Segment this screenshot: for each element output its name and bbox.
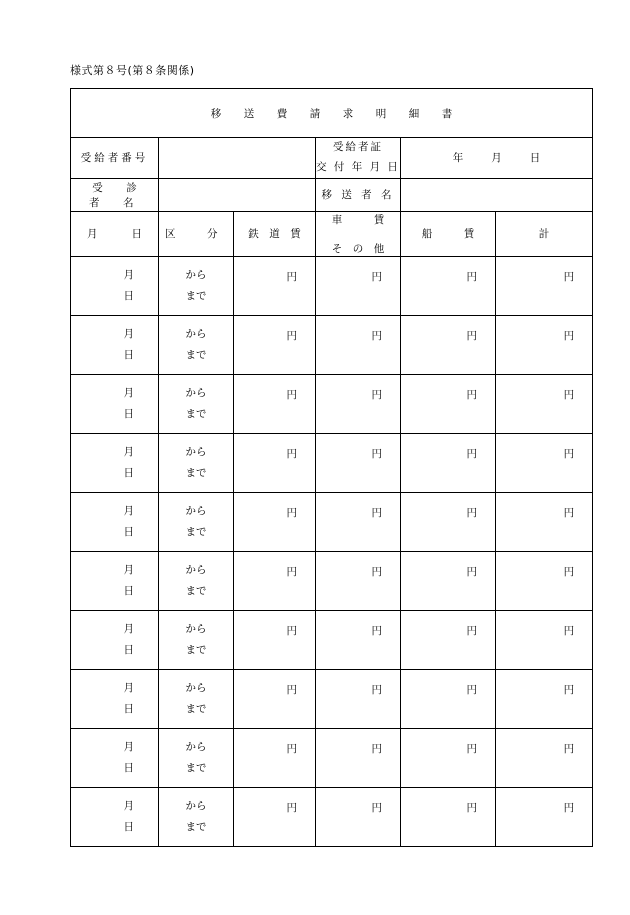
column-header-car-fare-sub: そ の 他 <box>331 242 385 255</box>
row-car-fare-cell[interactable] <box>316 728 401 787</box>
row-date-cell[interactable] <box>71 728 159 787</box>
title-row <box>71 89 593 138</box>
row-to-label: まで <box>185 407 207 420</box>
yen-unit: 円 <box>371 330 382 343</box>
yen-unit: 円 <box>466 271 477 284</box>
row-total-cell[interactable] <box>496 492 593 551</box>
table-row <box>71 728 593 787</box>
row-day-unit: 日 <box>123 289 134 302</box>
year-unit: 年 <box>452 152 464 165</box>
row-month-unit: 月 <box>123 445 134 458</box>
recipient-cert-text: 受給者証 <box>333 141 383 153</box>
row-month-unit: 月 <box>123 504 134 517</box>
patient-name-value[interactable] <box>159 178 316 211</box>
expense-detail-form <box>70 88 593 847</box>
yen-unit: 円 <box>563 330 575 343</box>
row-section-cell[interactable] <box>159 374 234 433</box>
row-to-label: まで <box>185 348 207 361</box>
yen-unit: 円 <box>371 625 382 638</box>
yen-unit: 円 <box>466 507 477 520</box>
row-car-fare-cell[interactable] <box>316 433 401 492</box>
row-from-label: から <box>185 740 207 753</box>
row-date-cell[interactable] <box>71 433 159 492</box>
yen-unit: 円 <box>466 566 477 579</box>
row-date-cell[interactable] <box>71 787 159 846</box>
row-ship-fare-cell[interactable] <box>401 256 496 315</box>
yen-unit: 円 <box>563 802 575 815</box>
row-from-label: から <box>185 445 207 458</box>
row-day-unit: 日 <box>123 525 134 538</box>
column-header-section-label: 区 分 <box>165 228 218 241</box>
row-section-cell[interactable] <box>159 610 234 669</box>
yen-unit: 円 <box>466 802 477 815</box>
month-unit: 月 <box>491 152 502 165</box>
row-car-fare-cell[interactable] <box>316 610 401 669</box>
row-rail-fare-cell[interactable] <box>234 492 316 551</box>
row-month-unit: 月 <box>123 681 134 694</box>
row-car-fare-cell[interactable] <box>316 492 401 551</box>
row-month-unit: 月 <box>123 386 134 399</box>
yen-unit: 円 <box>286 507 297 520</box>
row-ship-fare-cell[interactable] <box>401 610 496 669</box>
yen-unit: 円 <box>286 330 297 343</box>
row-rail-fare-cell[interactable] <box>234 433 316 492</box>
row-car-fare-cell[interactable] <box>316 787 401 846</box>
row-day-unit: 日 <box>123 348 134 361</box>
yen-unit: 円 <box>371 566 382 579</box>
row-from-label: から <box>185 268 207 281</box>
row-section-cell[interactable] <box>159 787 234 846</box>
yen-unit: 円 <box>371 448 382 461</box>
yen-unit: 円 <box>286 625 297 638</box>
recipient-number-value[interactable] <box>159 138 316 179</box>
row-date-cell[interactable] <box>71 256 159 315</box>
yen-unit: 円 <box>563 448 575 461</box>
recipient-cert-label <box>316 138 401 179</box>
row-day-unit: 日 <box>123 584 134 597</box>
row-date-cell[interactable] <box>71 374 159 433</box>
yen-unit: 円 <box>563 389 575 402</box>
row-date-cell[interactable] <box>71 551 159 610</box>
column-header-ship-fare: 船 賃 <box>401 211 496 256</box>
row-section-cell[interactable] <box>159 551 234 610</box>
yen-unit: 円 <box>563 507 575 520</box>
row-ship-fare-cell[interactable] <box>401 374 496 433</box>
recipient-number-label: 受給者番号 <box>71 138 159 179</box>
row-from-label: から <box>185 681 207 694</box>
yen-unit: 円 <box>563 566 575 579</box>
row-section-cell[interactable] <box>159 492 234 551</box>
column-header-day: 日 <box>131 228 142 241</box>
row-rail-fare-cell[interactable] <box>234 256 316 315</box>
yen-unit: 円 <box>466 625 477 638</box>
yen-unit: 円 <box>563 271 575 284</box>
form-number: 様式第８号(第８条関係) <box>70 64 195 77</box>
yen-unit: 円 <box>466 684 477 697</box>
row-month-unit: 月 <box>123 799 134 812</box>
row-rail-fare-cell[interactable] <box>234 728 316 787</box>
row-month-unit: 月 <box>123 327 134 340</box>
yen-unit: 円 <box>466 743 477 756</box>
row-section-cell[interactable] <box>159 315 234 374</box>
expense-rows <box>71 256 593 846</box>
row-ship-fare-cell[interactable] <box>401 315 496 374</box>
yen-unit: 円 <box>286 448 297 461</box>
form-title: 移 送 費 請 求 明 細 書 <box>71 89 593 138</box>
row-total-cell[interactable] <box>496 610 593 669</box>
row-rail-fare-cell[interactable] <box>234 669 316 728</box>
table-row <box>71 551 593 610</box>
row-ship-fare-cell[interactable] <box>401 551 496 610</box>
yen-unit: 円 <box>371 684 382 697</box>
row-car-fare-cell[interactable] <box>316 669 401 728</box>
yen-unit: 円 <box>286 743 297 756</box>
yen-unit: 円 <box>371 802 382 815</box>
row-rail-fare-cell[interactable] <box>234 551 316 610</box>
cert-issue-date-text: 交 付 年 月 日 <box>316 160 400 173</box>
row-total-cell[interactable] <box>496 669 593 728</box>
row-total-cell[interactable] <box>496 551 593 610</box>
row-rail-fare-cell[interactable] <box>234 374 316 433</box>
patient-name-row <box>71 178 593 211</box>
row-day-unit: 日 <box>123 820 134 833</box>
column-header-rail-fare: 鉄 道 賃 <box>234 211 316 256</box>
row-date-cell[interactable] <box>71 669 159 728</box>
row-total-cell[interactable] <box>496 787 593 846</box>
cert-issue-date-value[interactable] <box>401 138 593 179</box>
row-date-cell[interactable] <box>71 610 159 669</box>
column-header-car-fare-label: 車 賃 <box>331 213 385 226</box>
column-header-month: 月 <box>87 228 98 241</box>
row-ship-fare-cell[interactable] <box>401 669 496 728</box>
column-header-section <box>159 211 234 256</box>
row-to-label: まで <box>185 289 207 302</box>
row-ship-fare-cell[interactable] <box>401 433 496 492</box>
row-day-unit: 日 <box>123 643 134 656</box>
yen-unit: 円 <box>466 448 477 461</box>
table-row <box>71 315 593 374</box>
row-to-label: まで <box>185 525 207 538</box>
yen-unit: 円 <box>563 684 575 697</box>
row-day-unit: 日 <box>123 761 134 774</box>
row-from-label: から <box>185 563 207 576</box>
column-header-total: 計 <box>496 211 593 256</box>
row-section-cell[interactable] <box>159 433 234 492</box>
row-total-cell[interactable] <box>496 374 593 433</box>
row-to-label: まで <box>185 820 207 833</box>
table-row <box>71 433 593 492</box>
row-ship-fare-cell[interactable] <box>401 787 496 846</box>
yen-unit: 円 <box>563 625 575 638</box>
row-section-cell[interactable] <box>159 669 234 728</box>
row-month-unit: 月 <box>123 740 134 753</box>
recipient-number-row <box>71 138 593 179</box>
yen-unit: 円 <box>466 389 477 402</box>
row-section-cell[interactable] <box>159 256 234 315</box>
row-month-unit: 月 <box>123 563 134 576</box>
row-month-unit: 月 <box>123 622 134 635</box>
day-unit: 日 <box>529 152 541 165</box>
row-to-label: まで <box>185 466 207 479</box>
row-total-cell[interactable] <box>496 433 593 492</box>
transporter-name-label: 移 送 者 名 <box>316 178 401 211</box>
row-rail-fare-cell[interactable] <box>234 610 316 669</box>
yen-unit: 円 <box>286 684 297 697</box>
transporter-name-value[interactable] <box>401 178 593 211</box>
row-rail-fare-cell[interactable] <box>234 315 316 374</box>
row-month-unit: 月 <box>123 268 134 281</box>
row-date-cell[interactable] <box>71 492 159 551</box>
row-section-cell[interactable] <box>159 728 234 787</box>
row-ship-fare-cell[interactable] <box>401 728 496 787</box>
yen-unit: 円 <box>286 802 297 815</box>
row-from-label: から <box>185 504 207 517</box>
row-car-fare-cell[interactable] <box>316 551 401 610</box>
yen-unit: 円 <box>371 743 382 756</box>
row-day-unit: 日 <box>123 702 134 715</box>
yen-unit: 円 <box>286 271 297 284</box>
row-from-label: から <box>185 386 207 399</box>
column-header-date <box>71 211 159 256</box>
patient-name-label: 受 診 者 名 <box>71 178 159 211</box>
yen-unit: 円 <box>563 743 575 756</box>
column-header-row <box>71 211 593 256</box>
row-total-cell[interactable] <box>496 728 593 787</box>
row-to-label: まで <box>185 761 207 774</box>
row-ship-fare-cell[interactable] <box>401 492 496 551</box>
column-header-car-fare <box>316 211 401 256</box>
yen-unit: 円 <box>371 389 382 402</box>
table-row <box>71 374 593 433</box>
row-total-cell[interactable] <box>496 256 593 315</box>
table-row <box>71 610 593 669</box>
table-row <box>71 492 593 551</box>
row-to-label: まで <box>185 702 207 715</box>
yen-unit: 円 <box>371 507 382 520</box>
row-car-fare-cell[interactable] <box>316 315 401 374</box>
row-total-cell[interactable] <box>496 315 593 374</box>
row-from-label: から <box>185 799 207 812</box>
yen-unit: 円 <box>286 566 297 579</box>
yen-unit: 円 <box>286 389 297 402</box>
row-to-label: まで <box>185 643 207 656</box>
yen-unit: 円 <box>466 330 477 343</box>
row-to-label: まで <box>185 584 207 597</box>
yen-unit: 円 <box>371 271 382 284</box>
row-rail-fare-cell[interactable] <box>234 787 316 846</box>
row-from-label: から <box>185 622 207 635</box>
row-from-label: から <box>185 327 207 340</box>
table-row <box>71 256 593 315</box>
row-car-fare-cell[interactable] <box>316 256 401 315</box>
row-day-unit: 日 <box>123 466 134 479</box>
table-row <box>71 669 593 728</box>
row-date-cell[interactable] <box>71 315 159 374</box>
table-row <box>71 787 593 846</box>
row-day-unit: 日 <box>123 407 134 420</box>
row-car-fare-cell[interactable] <box>316 374 401 433</box>
